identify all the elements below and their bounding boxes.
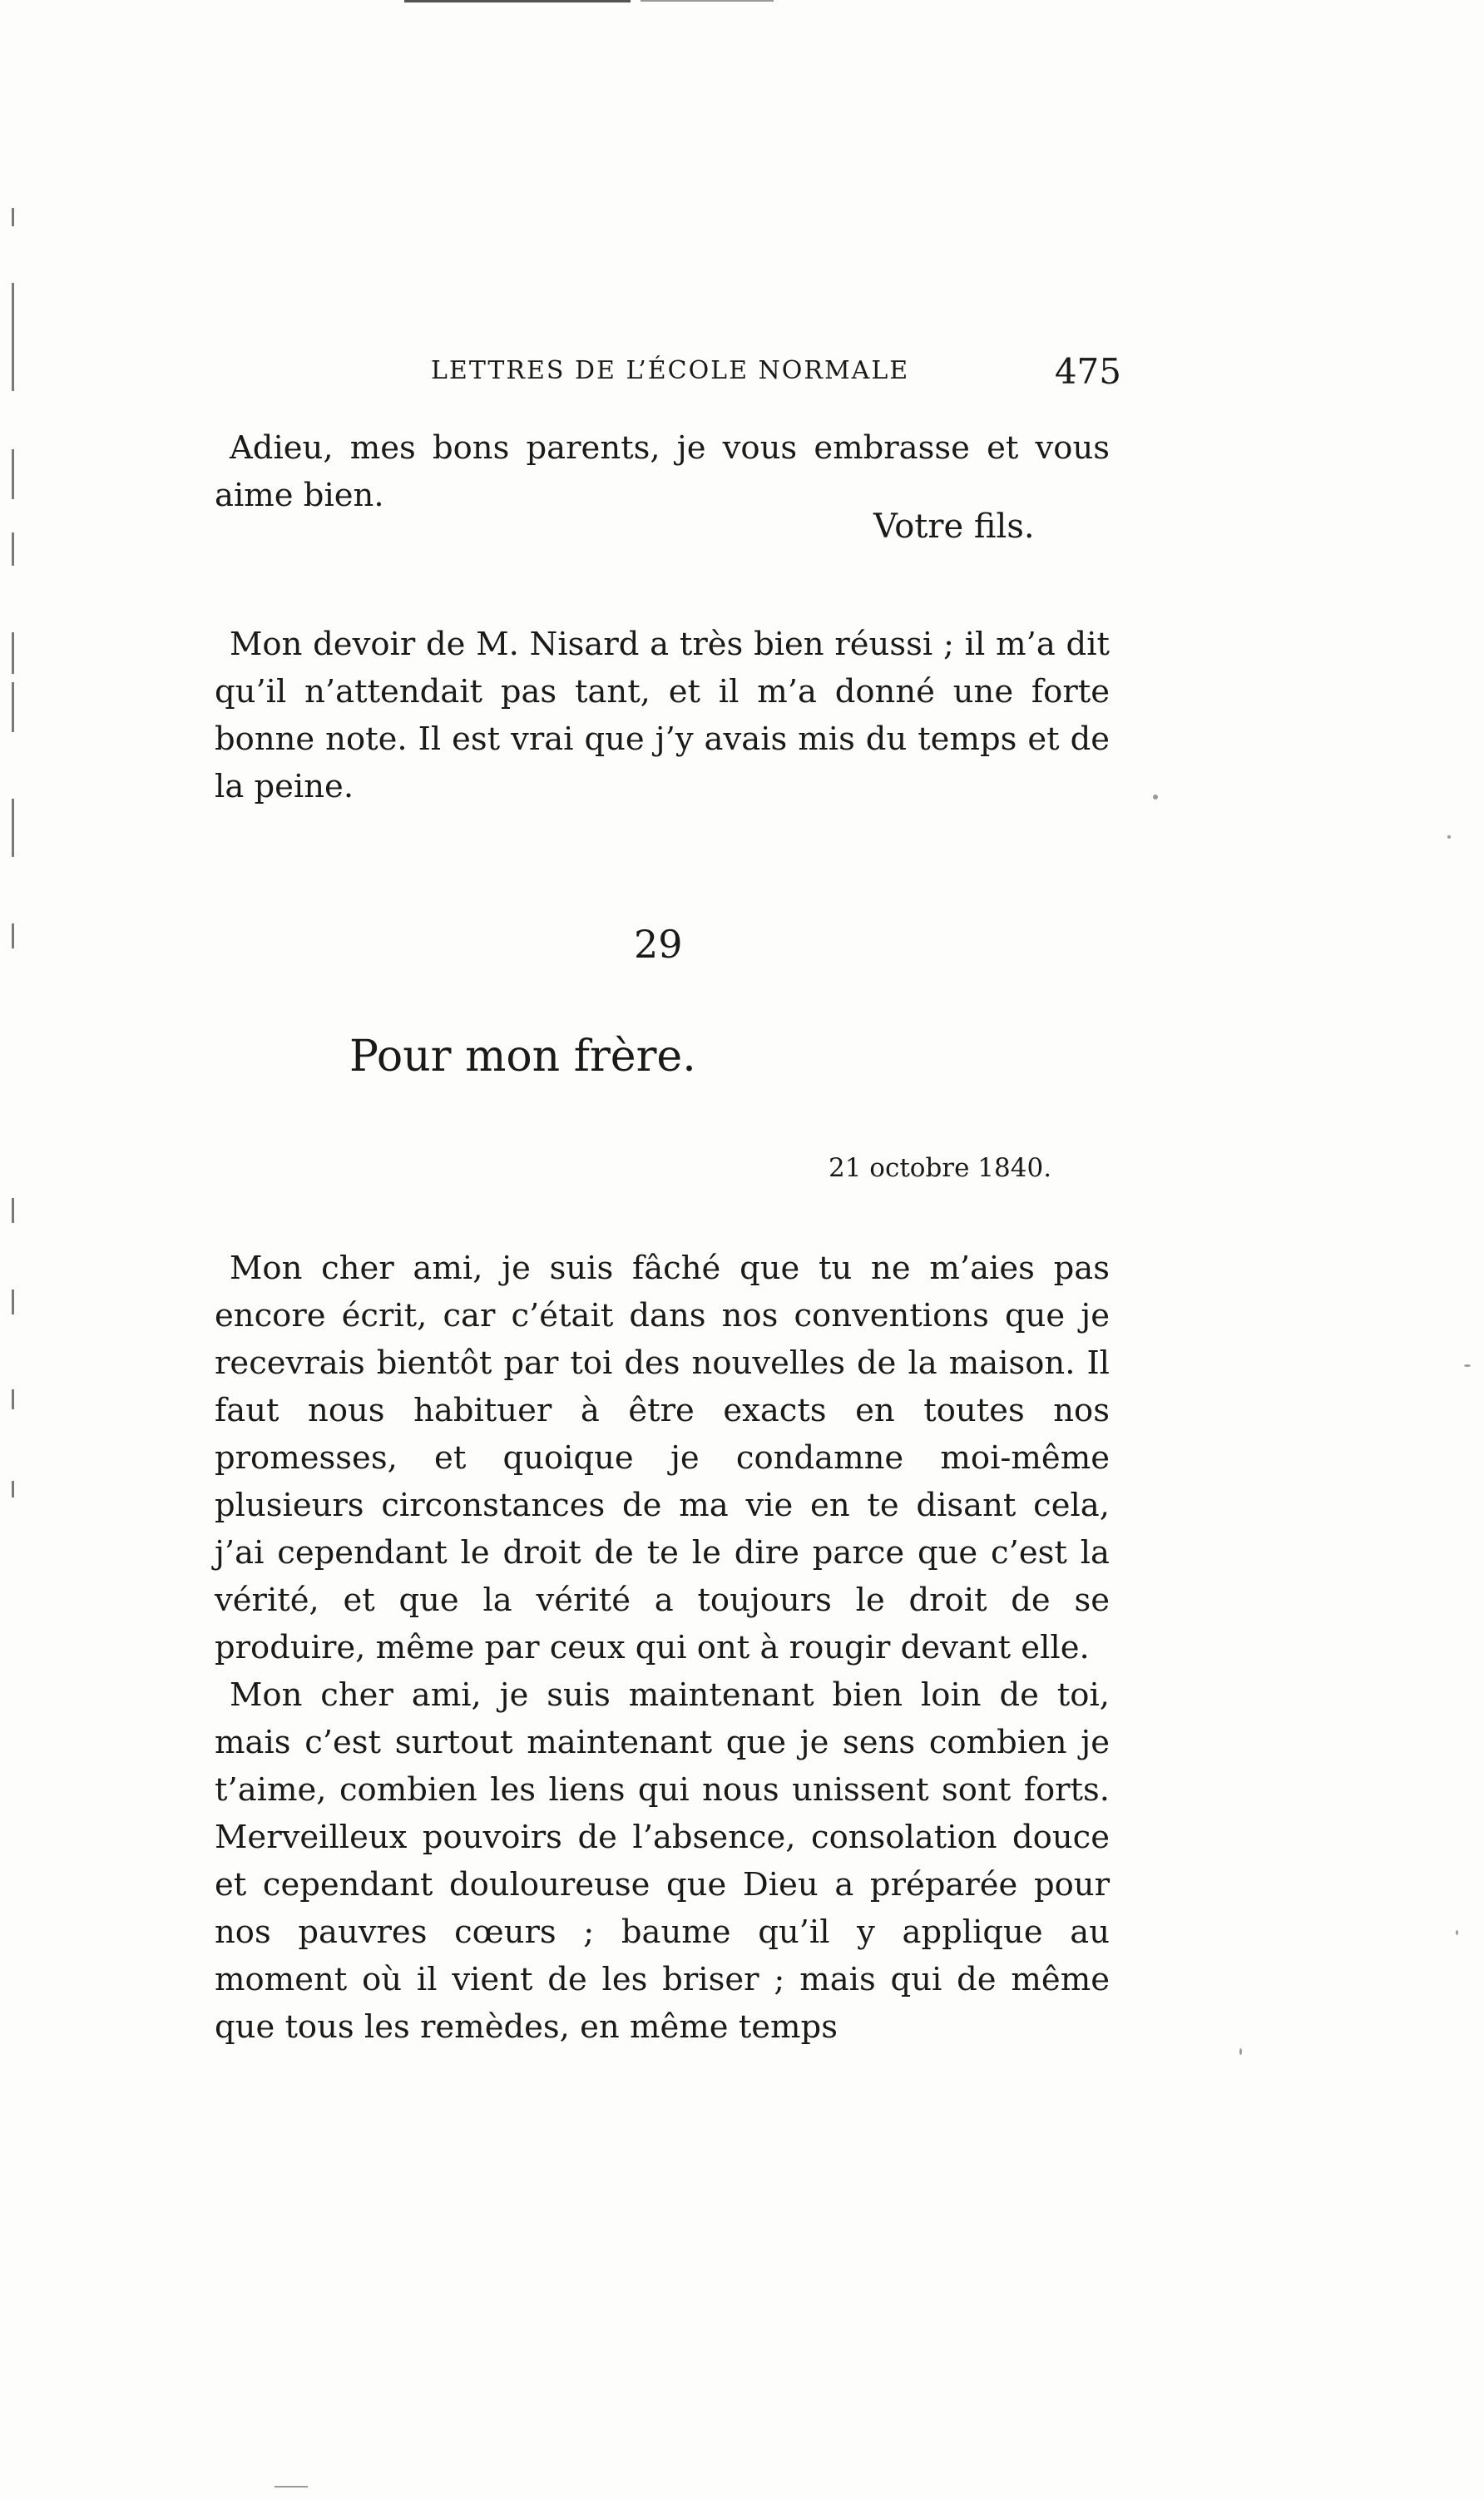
postscript-paragraph: Mon devoir de M. Nisard a très bien réussi ; il m’a dit qu’il n’attendait pas tant, et il m’a donné une forte bonne note. Il est vrai que j’y avais mis du temps et de la peine. — [215, 626, 1110, 805]
top-edge-rule — [641, 0, 774, 2]
letter-title: Pour mon frère. — [349, 1032, 696, 1082]
letter-paragraph: Mon cher ami, je suis maintenant bien loin de toi, mais c’est surtout maintenant que je sens combien je t’aime, combien les liens qui nous unissent sont forts. Merveilleux pouvoirs de l’absence, consolation douce et cependant douloureuse que Dieu a préparée pour nos pauvres cœurs ; baume qu’il y applique au moment où il vient de les briser ; mais qui de même que tous les remèdes, en même temps — [215, 1676, 1110, 2046]
left-margin-mark — [12, 632, 14, 674]
letter-date: 21 octobre 1840. — [829, 1153, 1052, 1183]
paper-speck — [1239, 2048, 1242, 2055]
left-margin-mark — [12, 923, 14, 948]
left-margin-mark — [12, 1198, 14, 1223]
postscript — [215, 621, 1110, 810]
page-header — [215, 351, 1121, 406]
paper-speck — [1447, 835, 1451, 839]
left-margin-mark — [12, 333, 14, 391]
letter-paragraph: Mon cher ami, je suis fâché que tu ne m’aies pas encore écrit, car c’était dans nos conventions que je recevrais bientôt par toi des nouvelles de la maison. Il faut nous habituer à être exacts en toutes nos promesses, et quoique je condamne moi-même plusieurs circonstances de ma vie en te disant cela, j’ai cependant le droit de te le dire parce que c’est la vérité, et que la vérité a toujours le droit de se produire, même par ceux qui ont à rougir devant elle. — [215, 1250, 1110, 1666]
left-margin-mark — [12, 682, 14, 732]
top-edge-rule — [404, 0, 631, 2]
left-margin-mark — [12, 799, 14, 857]
left-margin-mark — [12, 1481, 14, 1498]
left-margin-mark — [12, 1389, 14, 1409]
page-number: 475 — [1054, 351, 1121, 392]
left-margin-mark — [12, 532, 14, 566]
left-margin-mark — [12, 283, 14, 333]
previous-letter-ending — [215, 424, 1110, 519]
letter-number: 29 — [634, 922, 683, 967]
paper-speck — [275, 2486, 308, 2488]
left-margin-mark — [12, 1290, 14, 1314]
closing-line: Adieu, mes bons parents, je vous embrasse et vous aime bien. — [215, 429, 1110, 514]
running-title: LETTRES DE L’ÉCOLE NORMALE — [431, 356, 910, 385]
paper-speck — [1464, 1364, 1471, 1367]
left-margin-mark — [12, 449, 14, 499]
left-margin-mark — [12, 208, 14, 226]
paper-speck — [1456, 1930, 1458, 1935]
paper-speck — [1153, 795, 1158, 800]
signature: Votre fils. — [873, 507, 1035, 546]
letter-body — [215, 1245, 1110, 2051]
